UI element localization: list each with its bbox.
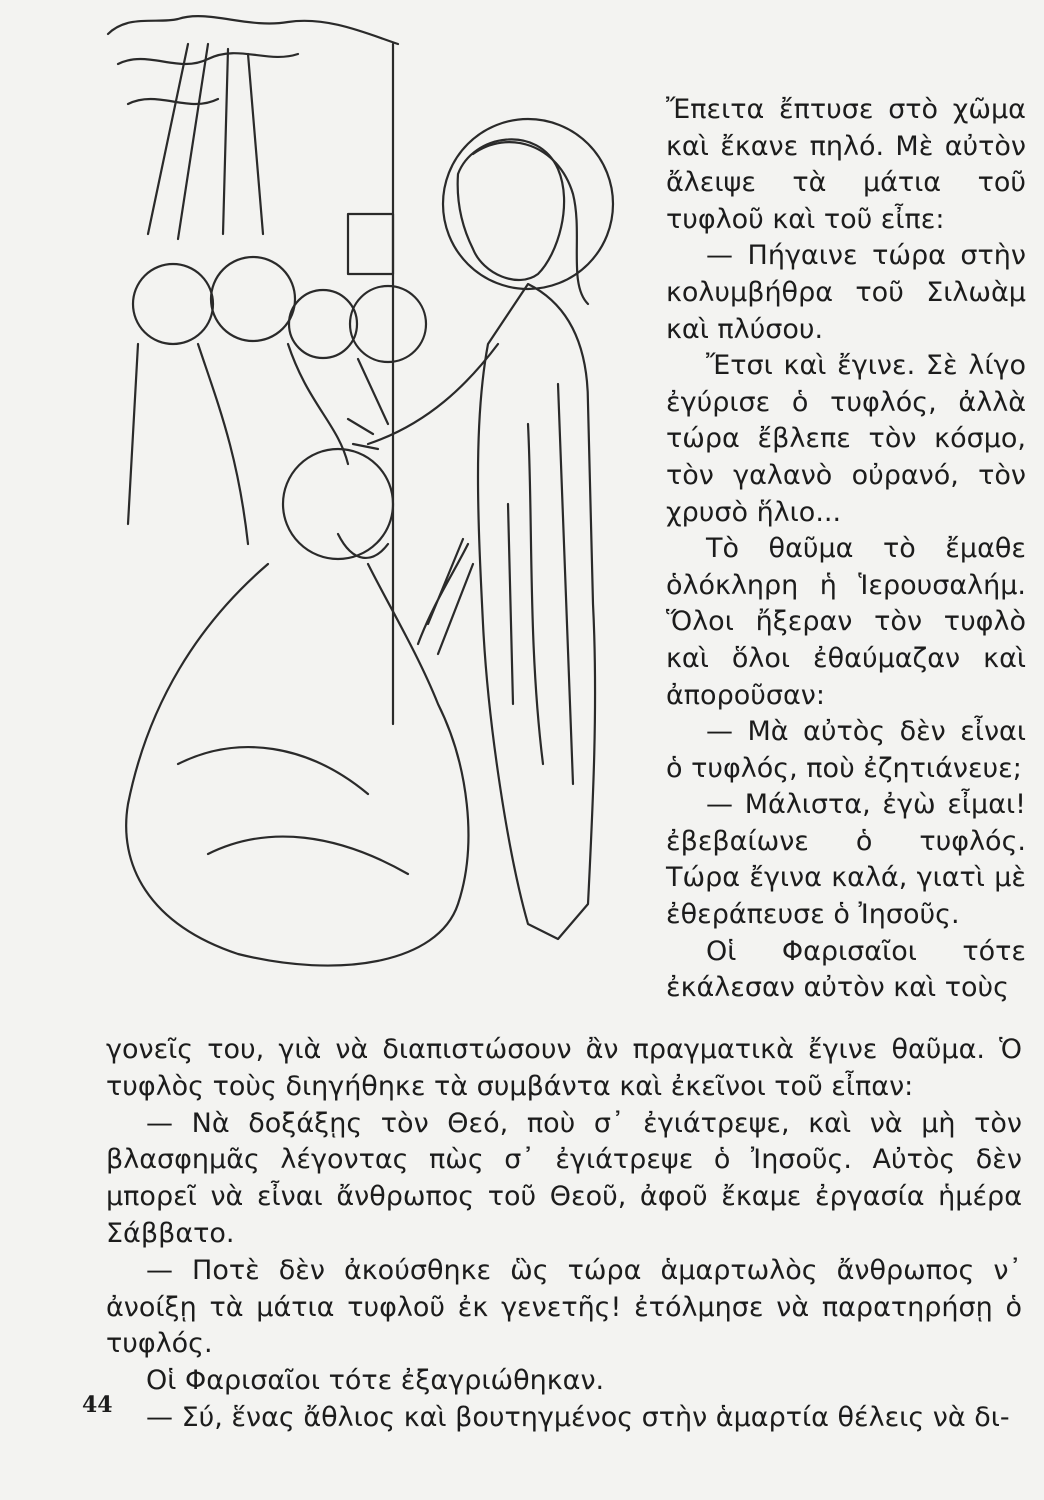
paragraph: — Πήγαινε τώρα στὴν κολυμβήθρα τοῦ Σιλωὰμ καὶ πλύσου.	[666, 240, 1026, 345]
illustration-healing-blind-man	[88, 4, 648, 1004]
jesus-arm	[348, 344, 498, 449]
paragraph: — Μὰ αὐτὸς δὲν εἶναι ὁ τυφλός, ποὺ ἐζητιάνευε;	[666, 716, 1026, 784]
building	[348, 214, 393, 274]
text-full-width	[106, 1032, 1022, 1437]
crowd-head-4	[350, 286, 426, 362]
crowd-head-1	[133, 264, 213, 344]
paragraph: — Νὰ δοξάξῃς τὸν Θεό, ποὺ σ᾿ ἐγιάτρεψε, καὶ νὰ μὴ τὸν βλασφημᾶς λέγοντας πὼς σ᾿ ἐγιάτρεψε ὁ Ἰησοῦς. Αὐτὸς δὲν μπορεῖ νὰ εἶναι ἄνθρωπος τοῦ Θεοῦ, ἀφοῦ ἔκαμε ἐργασία ἡμέρα Σάββατο.	[106, 1107, 1022, 1249]
paragraph: Οἱ Φαρισαῖοι τότε ἐξαγριώθηκαν.	[146, 1365, 605, 1397]
tree-foliage	[108, 16, 398, 104]
paragraph: — Σύ, ἕνας ἄθλιος καὶ βουτηγμένος στὴν ἁμαρτία θέλεις νὰ δι-	[146, 1401, 1010, 1433]
crowd-head-3	[289, 290, 357, 358]
crowd-head-2	[211, 257, 295, 341]
jesus-robe	[478, 284, 595, 939]
text-column-right	[666, 92, 1026, 1007]
paragraph: — Μάλιστα, ἐγὼ εἶμαι! ἐβεβαίωνε ὁ τυφλός. Τώρα ἔγινα καλά, γιατὶ μὲ ἐθεράπευσε ὁ Ἰησοῦς.	[666, 789, 1026, 931]
robe-folds	[508, 384, 573, 784]
tree-trunk-left	[148, 44, 263, 239]
paragraph: — Ποτὲ δὲν ἀκούσθηκε ὣς τώρα ἁμαρτωλὸς ἄνθρωπος ν᾿ ἀνοίξῃ τὰ μάτια τυφλοῦ ἐκ γενετῆς! ἐτόλμησε νὰ παρατηρήσῃ ὁ τυφλός.	[106, 1254, 1022, 1360]
blind-man-head	[283, 449, 393, 559]
jesus-head	[458, 139, 564, 280]
blind-man-folds	[178, 747, 408, 874]
paragraph: Οἱ Φαρισαῖοι τότε ἐκάλεσαν αὐτὸν καὶ τοὺς	[666, 935, 1026, 1004]
illustration-drawing	[88, 4, 648, 1004]
paragraph: Ἔπειτα ἔπτυσε στὸ χῶμα καὶ ἔκανε πηλό. Μὲ αὐτὸν ἄλειψε τὰ μάτια τοῦ τυφλοῦ καὶ τοῦ εἶπε:	[666, 94, 1026, 235]
paragraph: γονεῖς του, γιὰ νὰ διαπιστώσουν ἂν πραγματικὰ ἔγινε θαῦμα. Ὁ τυφλὸς τοὺς διηγήθηκε τὰ συμβάντα καὶ ἐκεῖνοι τοῦ εἶπαν:	[106, 1034, 1022, 1102]
blind-man-hand	[418, 539, 473, 654]
paragraph: Τὸ θαῦμα τὸ ἔμαθε ὁλόκληρη ἡ Ἱερουσαλήμ. Ὅλοι ἤξεραν τὸν τυφλὸ καὶ ὅλοι ἐθαύμαζαν καὶ ἀποροῦσαν:	[666, 533, 1026, 711]
paragraph: Ἔτσι καὶ ἔγινε. Σὲ λίγο ἐγύρισε ὁ τυφλός, ἀλλὰ τώρα ἔβλεπε τὸν κόσμο, τὸν γαλανὸ οὐρανό, τὸν χρυσὸ ἥλιο...	[666, 350, 1026, 528]
crowd-bodies	[128, 344, 388, 544]
page-number: 44	[82, 1392, 113, 1418]
